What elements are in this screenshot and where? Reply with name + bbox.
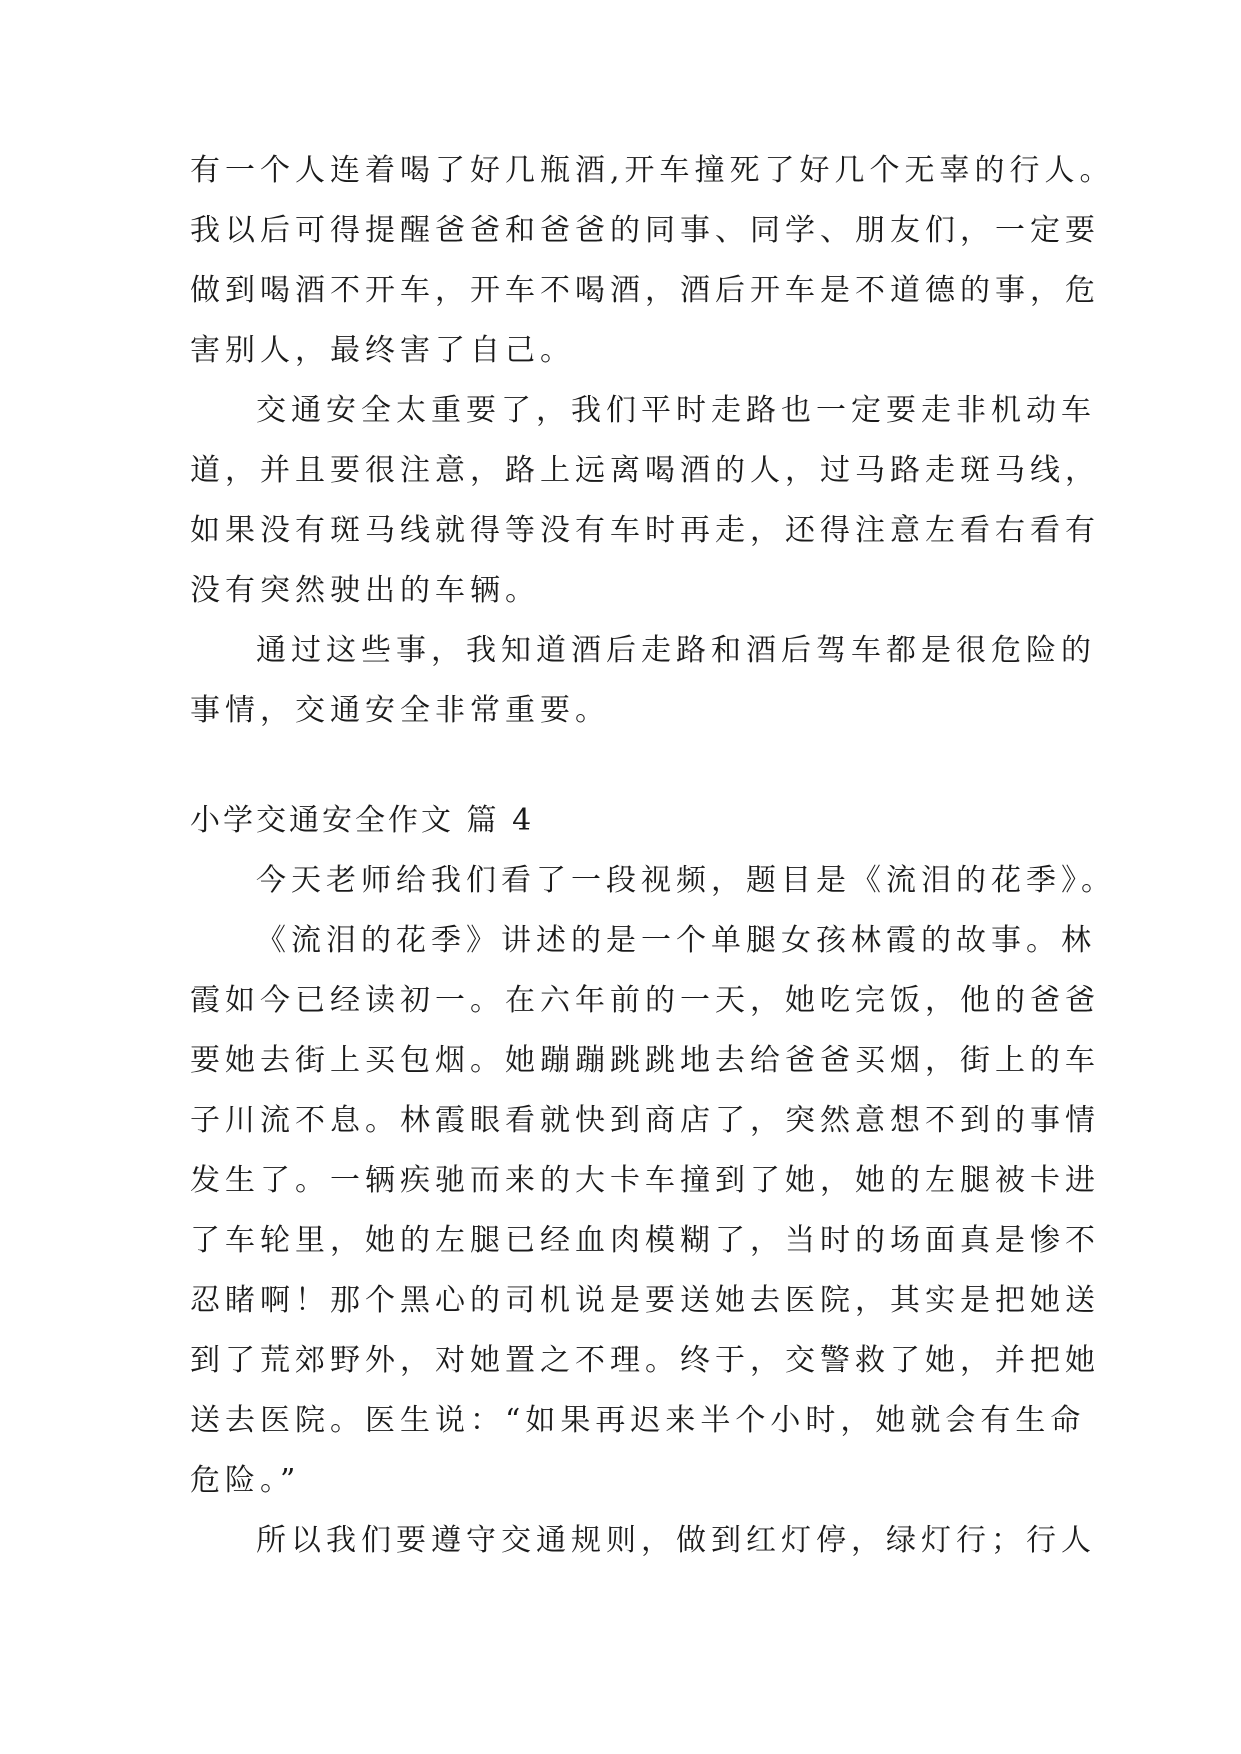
paragraph-line: 到了荒郊野外，对她置之不理。终于，交警救了她，并把她: [190, 1343, 1100, 1378]
paragraph-line: 没有突然驶出的车辆。: [190, 573, 540, 608]
section-heading: 小学交通安全作文 篇 4: [190, 803, 535, 838]
paragraph-line: 我以后可得提醒爸爸和爸爸的同事、同学、朋友们，一定要: [190, 213, 1100, 248]
paragraph-line: 今天老师给我们看了一段视频，题目是《流泪的花季》。: [256, 863, 1116, 898]
paragraph-line: 道，并且要很注意，路上远离喝酒的人，过马路走斑马线，: [190, 453, 1100, 488]
paragraph-line: 所以我们要遵守交通规则，做到红灯停，绿灯行；行人: [256, 1523, 1096, 1558]
paragraph-line: 做到喝酒不开车，开车不喝酒，酒后开车是不道德的事，危: [190, 273, 1100, 308]
paragraph-line: 害别人，最终害了自己。: [190, 333, 575, 368]
paragraph-line: 通过这些事，我知道酒后走路和酒后驾车都是很危险的: [256, 633, 1096, 668]
paragraph-line: 了车轮里，她的左腿已经血肉模糊了，当时的场面真是惨不: [190, 1223, 1100, 1258]
paragraph-line: 事情，交通安全非常重要。: [190, 693, 610, 728]
paragraph-line: 危险。”: [190, 1463, 301, 1498]
paragraph-line: 子川流不息。林霞眼看就快到商店了，突然意想不到的事情: [190, 1103, 1100, 1138]
paragraph-line: 《流泪的花季》讲述的是一个单腿女孩林霞的故事。林: [256, 923, 1096, 958]
paragraph-line: 发生了。一辆疾驰而来的大卡车撞到了她，她的左腿被卡进: [190, 1163, 1100, 1198]
paragraph-line: 有一个人连着喝了好几瓶酒,开车撞死了好几个无辜的行人。: [190, 153, 1115, 188]
paragraph-line: 交通安全太重要了，我们平时走路也一定要走非机动车: [256, 393, 1096, 428]
paragraph-line: 忍睹啊！那个黑心的司机说是要送她去医院，其实是把她送: [190, 1283, 1100, 1318]
paragraph-line: 霞如今已经读初一。在六年前的一天，她吃完饭，他的爸爸: [190, 983, 1100, 1018]
paragraph-line: 要她去街上买包烟。她蹦蹦跳跳地去给爸爸买烟，街上的车: [190, 1043, 1100, 1078]
paragraph-line: 如果没有斑马线就得等没有车时再走，还得注意左看右看有: [190, 513, 1100, 548]
paragraph-line: 送去医院。医生说：“如果再迟来半个小时，她就会有生命: [190, 1403, 1086, 1438]
